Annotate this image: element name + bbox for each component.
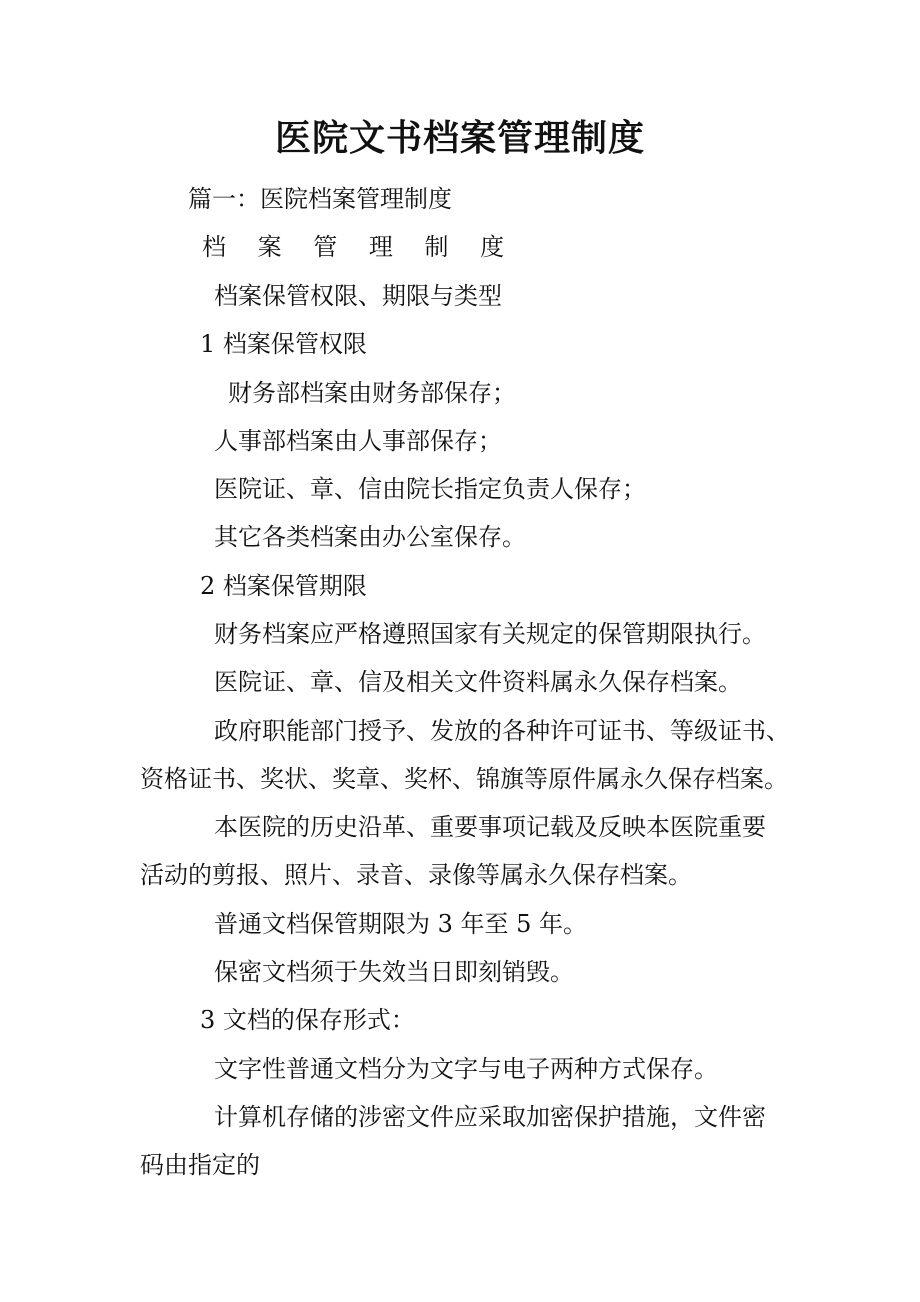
paragraph-line: 码由指定的 xyxy=(140,1151,260,1179)
document-title: 医院文书档案管理制度 xyxy=(274,117,645,159)
numbered-heading: 3 文档的保存形式： xyxy=(200,1006,415,1034)
paragraph-line: 财务档案应严格遵照国家有关规定的保管期限执行。 xyxy=(214,620,766,648)
paragraph-line: 保密文档须于失效当日即刻销毁。 xyxy=(214,958,574,986)
paragraph-line: 计算机存储的涉密文件应采取加密保护措施，文件密 xyxy=(214,1103,766,1131)
paragraph-line: 资格证书、奖状、奖章、奖杯、锦旗等原件属永久保存档案。 xyxy=(140,765,788,793)
paragraph-line: 档案保管权限、期限与类型 xyxy=(214,282,502,310)
paragraph-line: 医院证、章、信及相关文件资料属永久保存档案。 xyxy=(214,668,742,696)
paragraph-line: 政府职能部门授予、发放的各种许可证书、等级证书、 xyxy=(214,717,790,745)
paragraph-line: 人事部档案由人事部保存； xyxy=(214,427,502,455)
numbered-heading: 1 档案保管权限 xyxy=(200,330,367,358)
paragraph-line: 其它各类档案由办公室保存。 xyxy=(214,523,526,551)
section-heading: 篇一：医院档案管理制度 xyxy=(188,185,452,213)
paragraph-line: 本医院的历史沿革、重要事项记载及反映本医院重要 xyxy=(214,813,766,841)
paragraph-line: 财务部档案由财务部保存； xyxy=(228,379,516,407)
paragraph-line: 文字性普通文档分为文字与电子两种方式保存。 xyxy=(214,1055,718,1083)
subheading: 档 案 管 理 制 度 xyxy=(202,233,517,261)
paragraph-line: 活动的剪报、照片、录音、录像等属永久保存档案。 xyxy=(140,861,692,889)
paragraph-line: 普通文档保管期限为 3 年至 5 年。 xyxy=(214,910,588,938)
paragraph-line: 医院证、章、信由院长指定负责人保存； xyxy=(214,475,646,503)
numbered-heading: 2 档案保管期限 xyxy=(200,572,367,600)
